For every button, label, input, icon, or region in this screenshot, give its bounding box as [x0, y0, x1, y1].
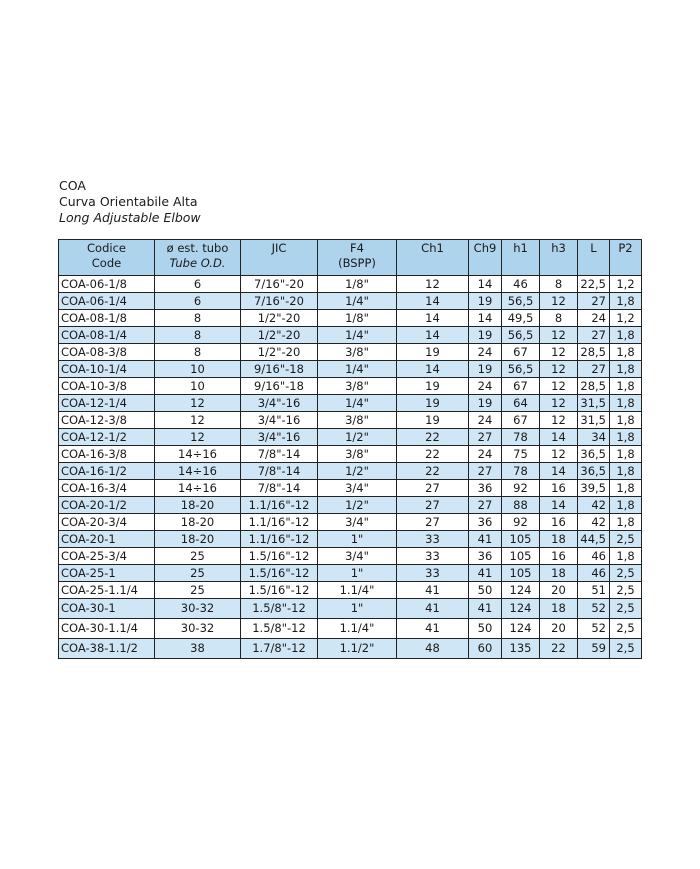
cell-ch1: 19 — [397, 344, 469, 361]
cell-h3: 12 — [540, 293, 578, 310]
cell-p2: 2,5 — [610, 531, 642, 548]
cell-tube-od: 14÷16 — [155, 463, 241, 480]
cell-h3: 14 — [540, 463, 578, 480]
cell-h1: 56,5 — [502, 293, 540, 310]
cell-h3: 18 — [540, 531, 578, 548]
cell-h1: 49,5 — [502, 310, 540, 327]
cell-jic: 7/16"-20 — [241, 276, 318, 293]
cell-ch9: 36 — [469, 480, 502, 497]
cell-code: COA-20-1 — [59, 531, 155, 548]
cell-h3: 20 — [540, 582, 578, 599]
cell-jic: 1.1/16"-12 — [241, 514, 318, 531]
cell-code: COA-16-3/8 — [59, 446, 155, 463]
cell-p2: 1,2 — [610, 276, 642, 293]
cell-jic: 1.5/16"-12 — [241, 565, 318, 582]
cell-ch1: 19 — [397, 395, 469, 412]
cell-p2: 1,8 — [610, 429, 642, 446]
cell-h3: 12 — [540, 412, 578, 429]
cell-jic: 9/16"-18 — [241, 378, 318, 395]
cell-code: COA-16-1/2 — [59, 463, 155, 480]
cell-f4: 1/4" — [318, 361, 397, 378]
cell-code: COA-30-1 — [59, 599, 155, 619]
product-name-english: Long Adjustable Elbow — [59, 210, 201, 225]
cell-ch9: 14 — [469, 276, 502, 293]
cell-f4: 3/8" — [318, 378, 397, 395]
cell-code: COA-38-1.1/2 — [59, 639, 155, 659]
cell-h3: 22 — [540, 639, 578, 659]
cell-tube-od: 14÷16 — [155, 480, 241, 497]
header-f4: F4 (BSPP) — [318, 240, 397, 276]
cell-p2: 1,8 — [610, 395, 642, 412]
cell-ch1: 41 — [397, 582, 469, 599]
table-row — [59, 429, 642, 446]
cell-h3: 16 — [540, 514, 578, 531]
cell-l: 36,5 — [578, 446, 610, 463]
cell-ch1: 22 — [397, 463, 469, 480]
cell-h3: 12 — [540, 361, 578, 378]
cell-ch9: 41 — [469, 531, 502, 548]
cell-tube-od: 38 — [155, 639, 241, 659]
cell-ch9: 27 — [469, 497, 502, 514]
cell-p2: 1,8 — [610, 361, 642, 378]
cell-ch1: 19 — [397, 378, 469, 395]
cell-ch1: 33 — [397, 531, 469, 548]
table-row — [59, 619, 642, 639]
cell-h3: 16 — [540, 480, 578, 497]
cell-h3: 16 — [540, 548, 578, 565]
cell-f4: 1/8" — [318, 276, 397, 293]
cell-h3: 12 — [540, 344, 578, 361]
cell-l: 27 — [578, 327, 610, 344]
cell-ch9: 36 — [469, 548, 502, 565]
cell-f4: 1/2" — [318, 497, 397, 514]
cell-ch1: 14 — [397, 361, 469, 378]
cell-ch1: 22 — [397, 446, 469, 463]
product-code: COA — [59, 178, 86, 193]
cell-code: COA-08-1/8 — [59, 310, 155, 327]
cell-l: 22,5 — [578, 276, 610, 293]
cell-ch9: 24 — [469, 344, 502, 361]
cell-tube-od: 12 — [155, 429, 241, 446]
table-row — [59, 514, 642, 531]
cell-code: COA-25-3/4 — [59, 548, 155, 565]
cell-h1: 124 — [502, 599, 540, 619]
cell-jic: 7/8"-14 — [241, 446, 318, 463]
cell-ch9: 19 — [469, 327, 502, 344]
cell-ch9: 50 — [469, 582, 502, 599]
cell-l: 59 — [578, 639, 610, 659]
cell-jic: 7/8"-14 — [241, 463, 318, 480]
table-header-row — [59, 240, 642, 276]
cell-l: 24 — [578, 310, 610, 327]
cell-f4: 1/2" — [318, 429, 397, 446]
cell-code: COA-12-1/2 — [59, 429, 155, 446]
cell-code: COA-12-1/4 — [59, 395, 155, 412]
cell-code: COA-16-3/4 — [59, 480, 155, 497]
cell-ch1: 41 — [397, 599, 469, 619]
cell-ch1: 41 — [397, 619, 469, 639]
header-ch9: Ch9 — [469, 240, 502, 276]
cell-jic: 1/2"-20 — [241, 327, 318, 344]
cell-h1: 105 — [502, 565, 540, 582]
document-heading — [59, 178, 201, 226]
cell-ch9: 36 — [469, 514, 502, 531]
cell-p2: 1,8 — [610, 378, 642, 395]
cell-code: COA-08-3/8 — [59, 344, 155, 361]
cell-tube-od: 25 — [155, 582, 241, 599]
cell-ch1: 33 — [397, 565, 469, 582]
cell-jic: 1/2"-20 — [241, 310, 318, 327]
cell-tube-od: 30-32 — [155, 619, 241, 639]
cell-tube-od: 6 — [155, 293, 241, 310]
table-row — [59, 531, 642, 548]
cell-h1: 67 — [502, 378, 540, 395]
cell-h3: 12 — [540, 395, 578, 412]
cell-jic: 1.7/8"-12 — [241, 639, 318, 659]
table-row — [59, 599, 642, 619]
cell-tube-od: 18-20 — [155, 497, 241, 514]
cell-ch1: 14 — [397, 327, 469, 344]
cell-code: COA-25-1 — [59, 565, 155, 582]
cell-tube-od: 18-20 — [155, 531, 241, 548]
cell-f4: 1.1/4" — [318, 582, 397, 599]
cell-jic: 1.5/16"-12 — [241, 548, 318, 565]
cell-ch1: 22 — [397, 429, 469, 446]
cell-jic: 7/16"-20 — [241, 293, 318, 310]
table-row — [59, 378, 642, 395]
cell-ch9: 27 — [469, 463, 502, 480]
cell-l: 39,5 — [578, 480, 610, 497]
cell-code: COA-08-1/4 — [59, 327, 155, 344]
cell-jic: 7/8"-14 — [241, 480, 318, 497]
table-row — [59, 497, 642, 514]
cell-h3: 18 — [540, 599, 578, 619]
cell-jic: 3/4"-16 — [241, 412, 318, 429]
cell-h1: 88 — [502, 497, 540, 514]
cell-tube-od: 30-32 — [155, 599, 241, 619]
cell-tube-od: 14÷16 — [155, 446, 241, 463]
cell-ch9: 41 — [469, 565, 502, 582]
cell-l: 27 — [578, 293, 610, 310]
table-row — [59, 463, 642, 480]
cell-h1: 46 — [502, 276, 540, 293]
cell-l: 28,5 — [578, 378, 610, 395]
cell-p2: 1,8 — [610, 548, 642, 565]
cell-ch1: 14 — [397, 310, 469, 327]
cell-jic: 9/16"-18 — [241, 361, 318, 378]
header-l: L — [578, 240, 610, 276]
cell-ch9: 50 — [469, 619, 502, 639]
table-row — [59, 639, 642, 659]
cell-h1: 67 — [502, 412, 540, 429]
cell-p2: 1,2 — [610, 310, 642, 327]
cell-l: 36,5 — [578, 463, 610, 480]
cell-h3: 12 — [540, 446, 578, 463]
cell-tube-od: 12 — [155, 412, 241, 429]
cell-p2: 1,8 — [610, 497, 642, 514]
table-row — [59, 412, 642, 429]
cell-h1: 92 — [502, 514, 540, 531]
cell-tube-od: 10 — [155, 361, 241, 378]
spec-table — [58, 239, 642, 659]
product-name-italian: Curva Orientabile Alta — [59, 194, 198, 209]
table-row — [59, 582, 642, 599]
cell-h1: 124 — [502, 619, 540, 639]
table-row — [59, 344, 642, 361]
table-body — [59, 276, 642, 659]
cell-f4: 3/8" — [318, 446, 397, 463]
table-row — [59, 548, 642, 565]
cell-code: COA-20-1/2 — [59, 497, 155, 514]
cell-tube-od: 18-20 — [155, 514, 241, 531]
cell-l: 52 — [578, 599, 610, 619]
cell-f4: 3/8" — [318, 412, 397, 429]
header-code: Codice Code — [59, 240, 155, 276]
cell-jic: 1.5/16"-12 — [241, 582, 318, 599]
cell-f4: 3/4" — [318, 480, 397, 497]
cell-ch1: 33 — [397, 548, 469, 565]
cell-ch1: 27 — [397, 497, 469, 514]
cell-p2: 1,8 — [610, 293, 642, 310]
cell-f4: 1" — [318, 565, 397, 582]
cell-ch9: 19 — [469, 293, 502, 310]
cell-ch9: 19 — [469, 395, 502, 412]
cell-p2: 1,8 — [610, 514, 642, 531]
cell-f4: 1/2" — [318, 463, 397, 480]
cell-f4: 1/4" — [318, 395, 397, 412]
cell-h3: 12 — [540, 378, 578, 395]
cell-ch9: 41 — [469, 599, 502, 619]
cell-h1: 56,5 — [502, 361, 540, 378]
cell-l: 28,5 — [578, 344, 610, 361]
table-row — [59, 565, 642, 582]
cell-code: COA-06-1/8 — [59, 276, 155, 293]
cell-ch9: 24 — [469, 412, 502, 429]
cell-h3: 8 — [540, 276, 578, 293]
cell-code: COA-20-3/4 — [59, 514, 155, 531]
cell-h3: 8 — [540, 310, 578, 327]
header-h1: h1 — [502, 240, 540, 276]
cell-tube-od: 12 — [155, 395, 241, 412]
cell-tube-od: 25 — [155, 565, 241, 582]
cell-ch9: 27 — [469, 429, 502, 446]
cell-code: COA-06-1/4 — [59, 293, 155, 310]
cell-ch1: 27 — [397, 480, 469, 497]
header-ch1: Ch1 — [397, 240, 469, 276]
cell-h3: 14 — [540, 497, 578, 514]
cell-jic: 1/2"-20 — [241, 344, 318, 361]
cell-f4: 1/4" — [318, 293, 397, 310]
cell-f4: 1/4" — [318, 327, 397, 344]
cell-h3: 12 — [540, 327, 578, 344]
cell-f4: 1" — [318, 599, 397, 619]
cell-p2: 1,8 — [610, 446, 642, 463]
table-row — [59, 327, 642, 344]
cell-h1: 105 — [502, 548, 540, 565]
cell-code: COA-25-1.1/4 — [59, 582, 155, 599]
header-jic: JIC — [241, 240, 318, 276]
cell-tube-od: 10 — [155, 378, 241, 395]
cell-tube-od: 8 — [155, 310, 241, 327]
cell-p2: 2,5 — [610, 599, 642, 619]
cell-f4: 3/8" — [318, 344, 397, 361]
cell-p2: 1,8 — [610, 463, 642, 480]
cell-l: 52 — [578, 619, 610, 639]
cell-p2: 1,8 — [610, 327, 642, 344]
cell-ch9: 60 — [469, 639, 502, 659]
cell-ch9: 14 — [469, 310, 502, 327]
cell-ch9: 24 — [469, 446, 502, 463]
cell-code: COA-10-1/4 — [59, 361, 155, 378]
cell-p2: 2,5 — [610, 619, 642, 639]
cell-l: 46 — [578, 565, 610, 582]
table-row — [59, 276, 642, 293]
cell-f4: 1.1/4" — [318, 619, 397, 639]
cell-h3: 14 — [540, 429, 578, 446]
cell-ch1: 48 — [397, 639, 469, 659]
cell-tube-od: 8 — [155, 327, 241, 344]
table-row — [59, 293, 642, 310]
cell-h1: 75 — [502, 446, 540, 463]
cell-jic: 1.5/8"-12 — [241, 619, 318, 639]
cell-p2: 2,5 — [610, 639, 642, 659]
cell-l: 31,5 — [578, 412, 610, 429]
table-row — [59, 480, 642, 497]
cell-h1: 105 — [502, 531, 540, 548]
cell-jic: 3/4"-16 — [241, 395, 318, 412]
header-tube-od: ø est. tubo Tube O.D. — [155, 240, 241, 276]
cell-h1: 124 — [502, 582, 540, 599]
cell-ch1: 14 — [397, 293, 469, 310]
cell-l: 31,5 — [578, 395, 610, 412]
cell-jic: 1.1/16"-12 — [241, 497, 318, 514]
cell-code: COA-30-1.1/4 — [59, 619, 155, 639]
cell-h3: 18 — [540, 565, 578, 582]
table-row — [59, 361, 642, 378]
cell-p2: 1,8 — [610, 412, 642, 429]
header-p2: P2 — [610, 240, 642, 276]
cell-jic: 3/4"-16 — [241, 429, 318, 446]
cell-l: 51 — [578, 582, 610, 599]
cell-ch1: 12 — [397, 276, 469, 293]
cell-l: 27 — [578, 361, 610, 378]
cell-l: 42 — [578, 514, 610, 531]
cell-h1: 135 — [502, 639, 540, 659]
cell-f4: 3/4" — [318, 548, 397, 565]
cell-f4: 1/8" — [318, 310, 397, 327]
table-row — [59, 310, 642, 327]
cell-ch9: 24 — [469, 378, 502, 395]
cell-l: 42 — [578, 497, 610, 514]
header-h3: h3 — [540, 240, 578, 276]
table-row — [59, 395, 642, 412]
cell-l: 46 — [578, 548, 610, 565]
cell-ch1: 19 — [397, 412, 469, 429]
cell-f4: 1.1/2" — [318, 639, 397, 659]
cell-f4: 3/4" — [318, 514, 397, 531]
cell-h1: 67 — [502, 344, 540, 361]
cell-l: 34 — [578, 429, 610, 446]
cell-h3: 20 — [540, 619, 578, 639]
cell-l: 44,5 — [578, 531, 610, 548]
cell-code: COA-10-3/8 — [59, 378, 155, 395]
cell-p2: 1,8 — [610, 344, 642, 361]
cell-ch9: 19 — [469, 361, 502, 378]
cell-p2: 1,8 — [610, 480, 642, 497]
cell-h1: 56,5 — [502, 327, 540, 344]
cell-h1: 78 — [502, 463, 540, 480]
cell-tube-od: 8 — [155, 344, 241, 361]
cell-f4: 1" — [318, 531, 397, 548]
cell-jic: 1.1/16"-12 — [241, 531, 318, 548]
cell-p2: 2,5 — [610, 565, 642, 582]
cell-jic: 1.5/8"-12 — [241, 599, 318, 619]
cell-tube-od: 6 — [155, 276, 241, 293]
cell-tube-od: 25 — [155, 548, 241, 565]
cell-h1: 78 — [502, 429, 540, 446]
cell-h1: 64 — [502, 395, 540, 412]
cell-h1: 92 — [502, 480, 540, 497]
cell-p2: 2,5 — [610, 582, 642, 599]
cell-ch1: 27 — [397, 514, 469, 531]
cell-code: COA-12-3/8 — [59, 412, 155, 429]
table-row — [59, 446, 642, 463]
